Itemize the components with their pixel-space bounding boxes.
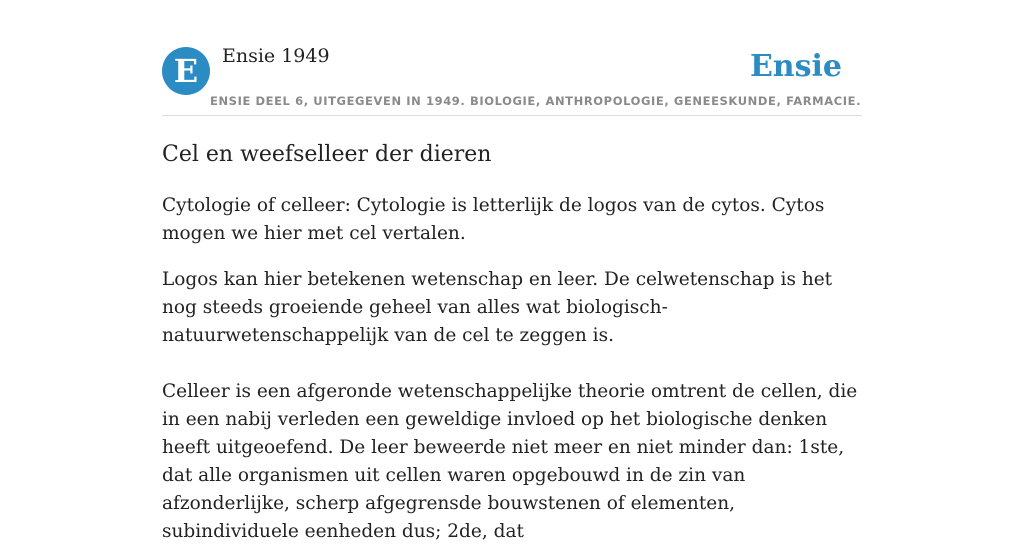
- article-paragraph: Logos kan hier betekenen wetenschap en leer. De celwetenschap is het nog steeds groeiende geheel van alles wat biologisch-natuurwetenschappelijk van de cel te zeggen is.: [162, 269, 833, 346]
- article: [162, 116, 862, 546]
- article-paragraph: Celleer is een afgeronde wetenschappelijke theorie omtrent de cellen, die in een nabij verleden een geweldige invloed op het biologische denken heeft uitgeoefend. De leer beweerde niet meer en niet minder dan: 1ste, dat alle organismen uit cellen waren opgebouwd in de zin van afzonderlijke, scherp afgegrensde bouwstenen of elementen, subindividuele eenheden dus; 2de, dat: [162, 381, 858, 542]
- article-paragraph: Cytologie of celleer: Cytologie is letterlijk de logos van de cytos. Cytos mogen we hier met cel vertalen.: [162, 195, 825, 244]
- site-name-link[interactable]: Ensie 1949: [222, 45, 330, 67]
- page: [162, 0, 862, 542]
- site-header: [162, 0, 862, 116]
- brand-link[interactable]: Ensie: [749, 49, 842, 84]
- edition-subtitle: ENSIE DEEL 6, UITGEGEVEN IN 1949. BIOLOGIE, ANTHROPOLOGIE, GENEESKUNDE, FARMACIE.: [210, 94, 862, 108]
- article-title: Cel en weefselleer der dieren: [162, 142, 492, 167]
- ensie-logo[interactable]: E: [162, 47, 210, 95]
